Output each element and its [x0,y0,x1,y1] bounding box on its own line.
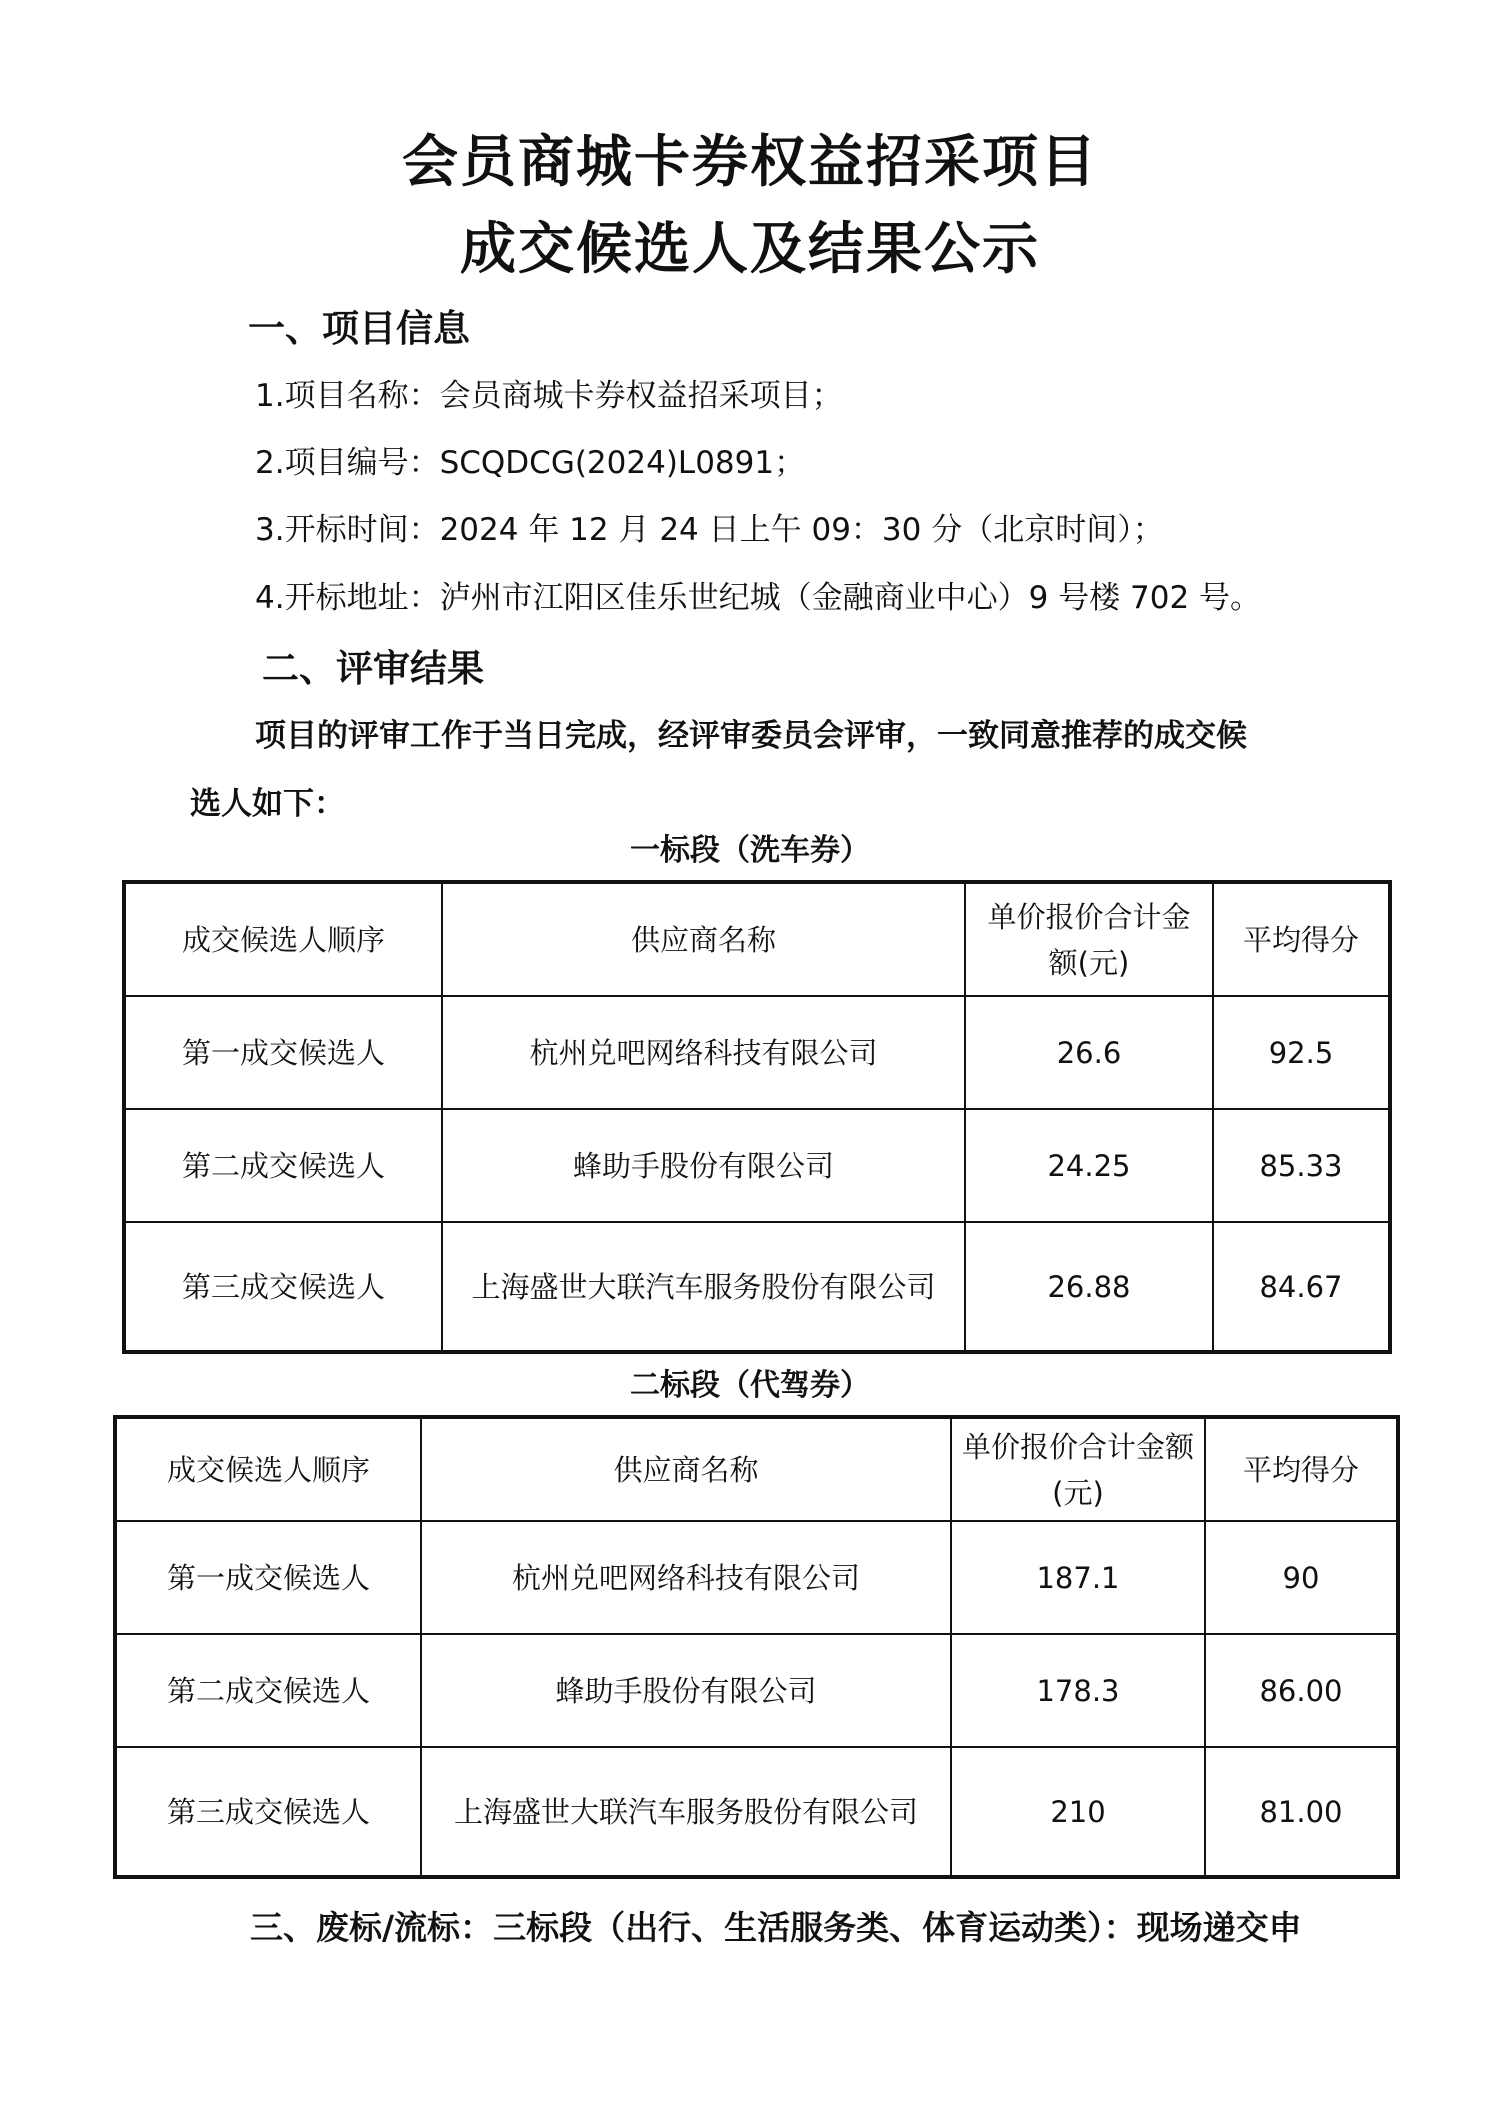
score-cell: 84.67 [1213,1222,1390,1352]
project-number-item: 2.项目编号：SCQDCG(2024)L0891； [255,445,806,481]
rank-cell: 第一成交候选人 [115,1521,421,1634]
header-price: 单价报价合计金额(元) [965,882,1213,996]
rank-cell: 第三成交候选人 [124,1222,442,1352]
rank-cell: 第二成交候选人 [115,1634,421,1747]
table-header-row [124,882,1390,996]
lot1-table [122,880,1392,1354]
price-cell: 187.1 [951,1521,1205,1634]
price-cell: 178.3 [951,1634,1205,1747]
header-score: 平均得分 [1205,1417,1398,1521]
header-rank: 成交候选人顺序 [124,882,442,996]
score-cell: 92.5 [1213,996,1390,1109]
supplier-cell: 杭州兑吧网络科技有限公司 [421,1521,951,1634]
table-header-row [115,1417,1398,1521]
price-cell: 24.25 [965,1109,1213,1222]
lot2-table [113,1415,1400,1879]
table-row [115,1521,1398,1634]
section3-heading: 三、废标/流标： [250,1908,494,1947]
table-row [124,1222,1390,1352]
supplier-cell: 杭州兑吧网络科技有限公司 [442,996,965,1109]
project-name-item: 1.项目名称：会员商城卡券权益招采项目； [255,378,843,414]
section3-text: 三标段（出行、生活服务类、体育运动类）：现场递交申 [493,1908,1302,1947]
score-cell: 85.33 [1213,1109,1390,1222]
section1-heading: 一、项目信息 [248,307,470,350]
header-supplier: 供应商名称 [421,1417,951,1521]
opening-time-item: 3.开标时间：2024 年 12 月 24 日上午 09：30 分（北京时间）； [255,512,1164,548]
supplier-cell: 蜂助手股份有限公司 [442,1109,965,1222]
price-cell: 26.88 [965,1222,1213,1352]
lot1-caption: 一标段（洗车券） [630,833,870,868]
lot2-caption: 二标段（代驾券） [630,1368,870,1403]
supplier-cell: 蜂助手股份有限公司 [421,1634,951,1747]
header-score: 平均得分 [1213,882,1390,996]
price-cell: 26.6 [965,996,1213,1109]
opening-address-item: 4.开标地址：泸州市江阳区佳乐世纪城（金融商业中心）9 号楼 702 号。 [255,580,1262,616]
header-price: 单价报价合计金额(元) [951,1417,1205,1521]
header-supplier: 供应商名称 [442,882,965,996]
section2-heading: 二、评审结果 [262,647,484,690]
table-row [124,1109,1390,1222]
price-cell: 210 [951,1747,1205,1877]
table-row [115,1634,1398,1747]
supplier-cell: 上海盛世大联汽车服务股份有限公司 [421,1747,951,1877]
page-title: 会员商城卡券权益招采项目 [402,130,1098,195]
table-row [115,1747,1398,1877]
rank-cell: 第二成交候选人 [124,1109,442,1222]
section3-line [250,1902,1302,1949]
page-subtitle: 成交候选人及结果公示 [460,217,1040,282]
score-cell: 90 [1205,1521,1398,1634]
supplier-cell: 上海盛世大联汽车服务股份有限公司 [442,1222,965,1352]
score-cell: 86.00 [1205,1634,1398,1747]
score-cell: 81.00 [1205,1747,1398,1877]
section2-intro-line1: 项目的评审工作于当日完成，经评审委员会评审，一致同意推荐的成交候 [255,718,1247,754]
rank-cell: 第三成交候选人 [115,1747,421,1877]
header-rank: 成交候选人顺序 [115,1417,421,1521]
rank-cell: 第一成交候选人 [124,996,442,1109]
section2-intro-line2: 选人如下： [190,786,345,822]
table-row [124,996,1390,1109]
